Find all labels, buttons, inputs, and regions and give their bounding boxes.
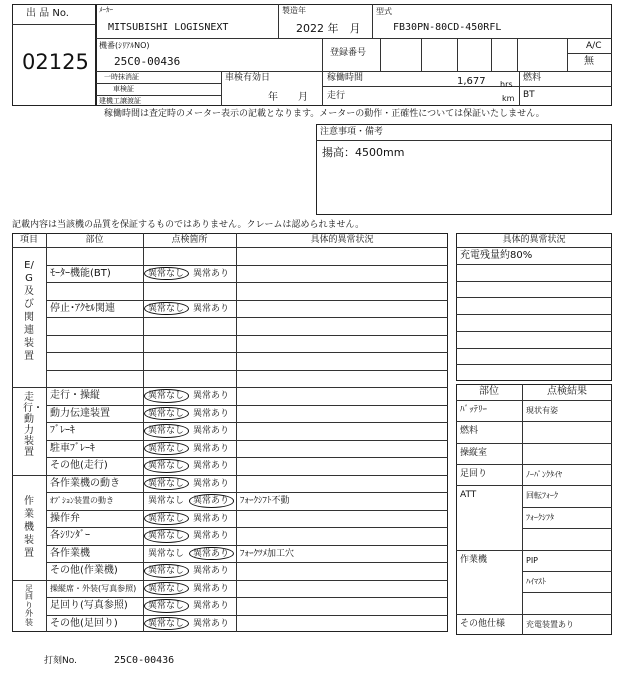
group-divider: [12, 580, 448, 581]
table-row: [456, 281, 612, 282]
table-row: [456, 443, 612, 444]
part-label: 走行・操縦: [50, 390, 100, 401]
table-row: [46, 370, 448, 371]
distance-label: 走行: [327, 91, 346, 101]
status-cell: 充電残量約80%: [460, 250, 533, 261]
model-label: 型式: [376, 7, 392, 16]
part-label: 操作弁: [50, 512, 80, 524]
part-label: その他(作業機): [50, 565, 118, 576]
table-row: [46, 615, 448, 616]
part-label: 足回り(写真参照): [50, 600, 128, 611]
year-value: 2022 年 月: [296, 22, 361, 35]
table-row: [456, 485, 612, 486]
status-ng-label: 異常あり: [193, 268, 230, 279]
status-ng-label: 異常あり: [193, 531, 230, 541]
distance-unit: km: [502, 94, 515, 103]
part-label: 停止･ｱｸｾﾙ関連: [50, 302, 115, 314]
table-row: [522, 528, 612, 529]
part-label: ｵﾌﾟｼｮﾝ装置の動き: [50, 496, 114, 505]
disclaimer: 記載内容は当該機の品質を保証するものではありません。クレームは認められません。: [12, 220, 365, 230]
lot-number: 02125: [22, 50, 89, 74]
hours-label: 稼働時間: [327, 73, 364, 83]
lot-number-label: 出 品 No.: [26, 8, 69, 19]
table-row: [456, 400, 612, 401]
table-row: [456, 314, 612, 315]
fuel-value: BT: [523, 90, 535, 100]
inspection-header: 部位: [85, 235, 104, 245]
results-part: 作業機: [460, 554, 488, 565]
status-ng-label: 異常あり: [193, 513, 230, 524]
table-row: [46, 405, 448, 406]
status-ng-label: 異常あり: [193, 443, 230, 454]
status-ng-label: 異常あり: [193, 618, 230, 629]
status-ng-label: 異常あり: [193, 566, 230, 576]
maker-label: ﾒｰｶｰ: [99, 6, 113, 14]
results-value: ﾉｰﾊﾟﾝｸﾀｲﾔ: [526, 470, 562, 480]
status-ok-label: 異常なし: [148, 496, 185, 506]
circle-mark: [144, 267, 189, 281]
part-label: 駐車ﾌﾞﾚｰｷ: [50, 442, 95, 454]
part-label: 各作業機: [50, 547, 90, 559]
table-row: [456, 297, 612, 298]
year-label: 製造年: [282, 6, 306, 15]
results-header-part: 部位: [479, 386, 499, 397]
status-ok-label: 異常なし: [148, 268, 185, 279]
remarks-box: [316, 124, 612, 215]
table-row: [456, 421, 612, 422]
registration-label: 登録番号: [330, 48, 367, 58]
table-row: [46, 562, 448, 563]
inspection-date-label: 車検有効日: [225, 73, 271, 83]
ac-value: 無: [584, 56, 594, 67]
status-ok-label: 異常なし: [148, 408, 185, 419]
status-ok-label: 異常なし: [148, 513, 185, 524]
table-row: [456, 247, 612, 248]
status-ok-label: 異常なし: [148, 426, 185, 436]
serial-label: 機番(ｼﾘｱﾙNO): [99, 41, 150, 50]
table-row: [46, 545, 448, 546]
part-label: 各ｼﾘﾝﾀﾞｰ: [50, 530, 90, 541]
circle-mark: [144, 512, 189, 526]
table-row: [46, 492, 448, 493]
abnormal-detail: ﾌｫｰｸﾂﾒ加工穴: [240, 548, 295, 559]
circle-mark: [144, 442, 189, 456]
group-label: 走行・動力装置: [23, 392, 43, 459]
circle-mark: [144, 529, 189, 543]
results-part: 操縦室: [460, 447, 488, 458]
hours-unit: hrs: [500, 80, 513, 89]
part-label: 動力伝達装置: [50, 407, 110, 419]
circle-mark: [144, 459, 189, 473]
status-ok-label: 異常なし: [148, 601, 185, 611]
table-row: [46, 597, 448, 598]
status-ng-label: 異常あり: [193, 391, 230, 401]
abnormal-detail: ﾌｫｰｸｼﾌﾄ不動: [240, 496, 290, 506]
table-row: [46, 265, 448, 266]
status-ng-label: 異常あり: [193, 461, 230, 471]
results-value: ﾊｲﾏｽﾄ: [526, 576, 546, 586]
table-row: [522, 571, 612, 572]
table-row: [456, 550, 612, 551]
results-value: 現状有姿: [526, 406, 558, 415]
results-value: 回転ﾌｫｰｸ: [526, 491, 558, 501]
part-label: ﾓｰﾀｰ機能(BT): [50, 267, 111, 279]
table-row: [522, 592, 612, 593]
status-table-header: 具体的異常状況: [502, 235, 566, 245]
circle-mark: [144, 407, 189, 421]
table-row: [456, 364, 612, 365]
table-row: [456, 264, 612, 265]
results-header-result: 点検結果: [547, 386, 587, 397]
remarks-label: 注意事項・備考: [320, 127, 384, 137]
results-value: ﾌｫｰｸｼﾌﾀ: [526, 512, 554, 522]
group-divider: [12, 387, 448, 388]
maker-value: MITSUBISHI LOGISNEXT: [108, 22, 229, 33]
group-label: E/G及び関連装置: [24, 259, 34, 362]
hours-value: 1,677: [457, 76, 486, 87]
circle-mark: [144, 424, 189, 438]
results-part: ATT: [460, 490, 477, 501]
ac-label: A/C: [586, 41, 602, 51]
status-ok-label: 異常なし: [148, 391, 185, 401]
table-row: [46, 282, 448, 283]
inspection-header: 項目: [19, 235, 38, 245]
stamp-label: 打刻No.: [44, 656, 77, 666]
status-ok-label: 異常なし: [148, 618, 185, 629]
serial-value: 25C0-00436: [114, 55, 181, 68]
table-row: [46, 300, 448, 301]
status-ok-label: 異常なし: [148, 478, 185, 489]
status-ng-label: 異常あり: [193, 583, 230, 594]
circle-mark: [189, 547, 234, 561]
inspection-header: 点検箇所: [171, 235, 208, 245]
part-label: 各作業機の動き: [50, 477, 120, 489]
inspection-header: 具体的異常状況: [310, 235, 374, 245]
transfer-cert-label: 建機工譲渡証: [99, 97, 141, 105]
table-row: [456, 464, 612, 465]
results-part: 足回り: [460, 469, 488, 480]
table-row: [456, 614, 612, 615]
status-ok-label: 異常なし: [148, 303, 185, 314]
table-row: [46, 352, 448, 353]
part-label: ﾌﾞﾚｰｷ: [50, 425, 75, 436]
circle-mark: [144, 564, 189, 578]
circle-mark: [144, 617, 189, 631]
results-part: ﾊﾞｯﾃﾘｰ: [460, 405, 488, 415]
group-label: 足回り外装: [25, 583, 33, 627]
circle-mark: [144, 477, 189, 491]
hours-notice: 稼働時間は査定時のメーター表示の記載となります。メーターの動作・正確性については保証いたしません。: [104, 109, 545, 119]
part-label: 操縦席・外装(写真参照): [50, 583, 137, 593]
status-ng-label: 異常あり: [193, 548, 230, 559]
circle-mark: [144, 302, 189, 316]
inspection-date-value: 年 月: [268, 92, 308, 103]
status-ok-label: 異常なし: [148, 531, 185, 541]
remarks-text: 揚高：4500mm: [322, 146, 405, 159]
group-label: 作業機装置: [24, 495, 34, 559]
results-part: その他仕様: [460, 618, 506, 629]
table-row: [46, 527, 448, 528]
status-ng-label: 異常あり: [193, 496, 230, 506]
status-ok-label: 異常なし: [148, 566, 185, 576]
circle-mark: [144, 582, 189, 596]
table-row: [46, 335, 448, 336]
part-label: その他(足回り): [50, 617, 118, 629]
circle-mark: [144, 599, 189, 613]
group-divider: [12, 475, 448, 476]
table-row: [456, 331, 612, 332]
circle-mark: [144, 389, 189, 403]
status-ok-label: 異常なし: [148, 548, 185, 559]
status-ok-label: 異常なし: [148, 461, 185, 471]
temp-export-cert-label: 一時抹消証: [104, 73, 139, 81]
status-ng-label: 異常あり: [193, 408, 230, 419]
table-row: [46, 317, 448, 318]
table-row: [456, 348, 612, 349]
table-row: [522, 507, 612, 508]
status-ng-label: 異常あり: [193, 601, 230, 611]
table-row: [46, 422, 448, 423]
stamp-value: 25C0-00436: [114, 655, 175, 666]
part-label: その他(走行): [50, 460, 108, 471]
vehicle-cert-label: 車検証: [113, 85, 134, 93]
status-ok-label: 異常なし: [148, 443, 185, 454]
table-row: [46, 457, 448, 458]
results-value: PIP: [526, 555, 539, 565]
circle-mark: [189, 494, 234, 508]
status-ng-label: 異常あり: [193, 426, 230, 436]
table-row: [46, 440, 448, 441]
status-ng-label: 異常あり: [193, 303, 230, 314]
status-ng-label: 異常あり: [193, 478, 230, 489]
status-ok-label: 異常なし: [148, 583, 185, 594]
table-row: [46, 510, 448, 511]
fuel-label: 燃料: [523, 73, 542, 83]
results-part: 燃料: [460, 426, 479, 437]
results-value: 充電装置あり: [526, 619, 574, 629]
model-value: FB30PN-80CD-450RFL: [393, 22, 502, 33]
